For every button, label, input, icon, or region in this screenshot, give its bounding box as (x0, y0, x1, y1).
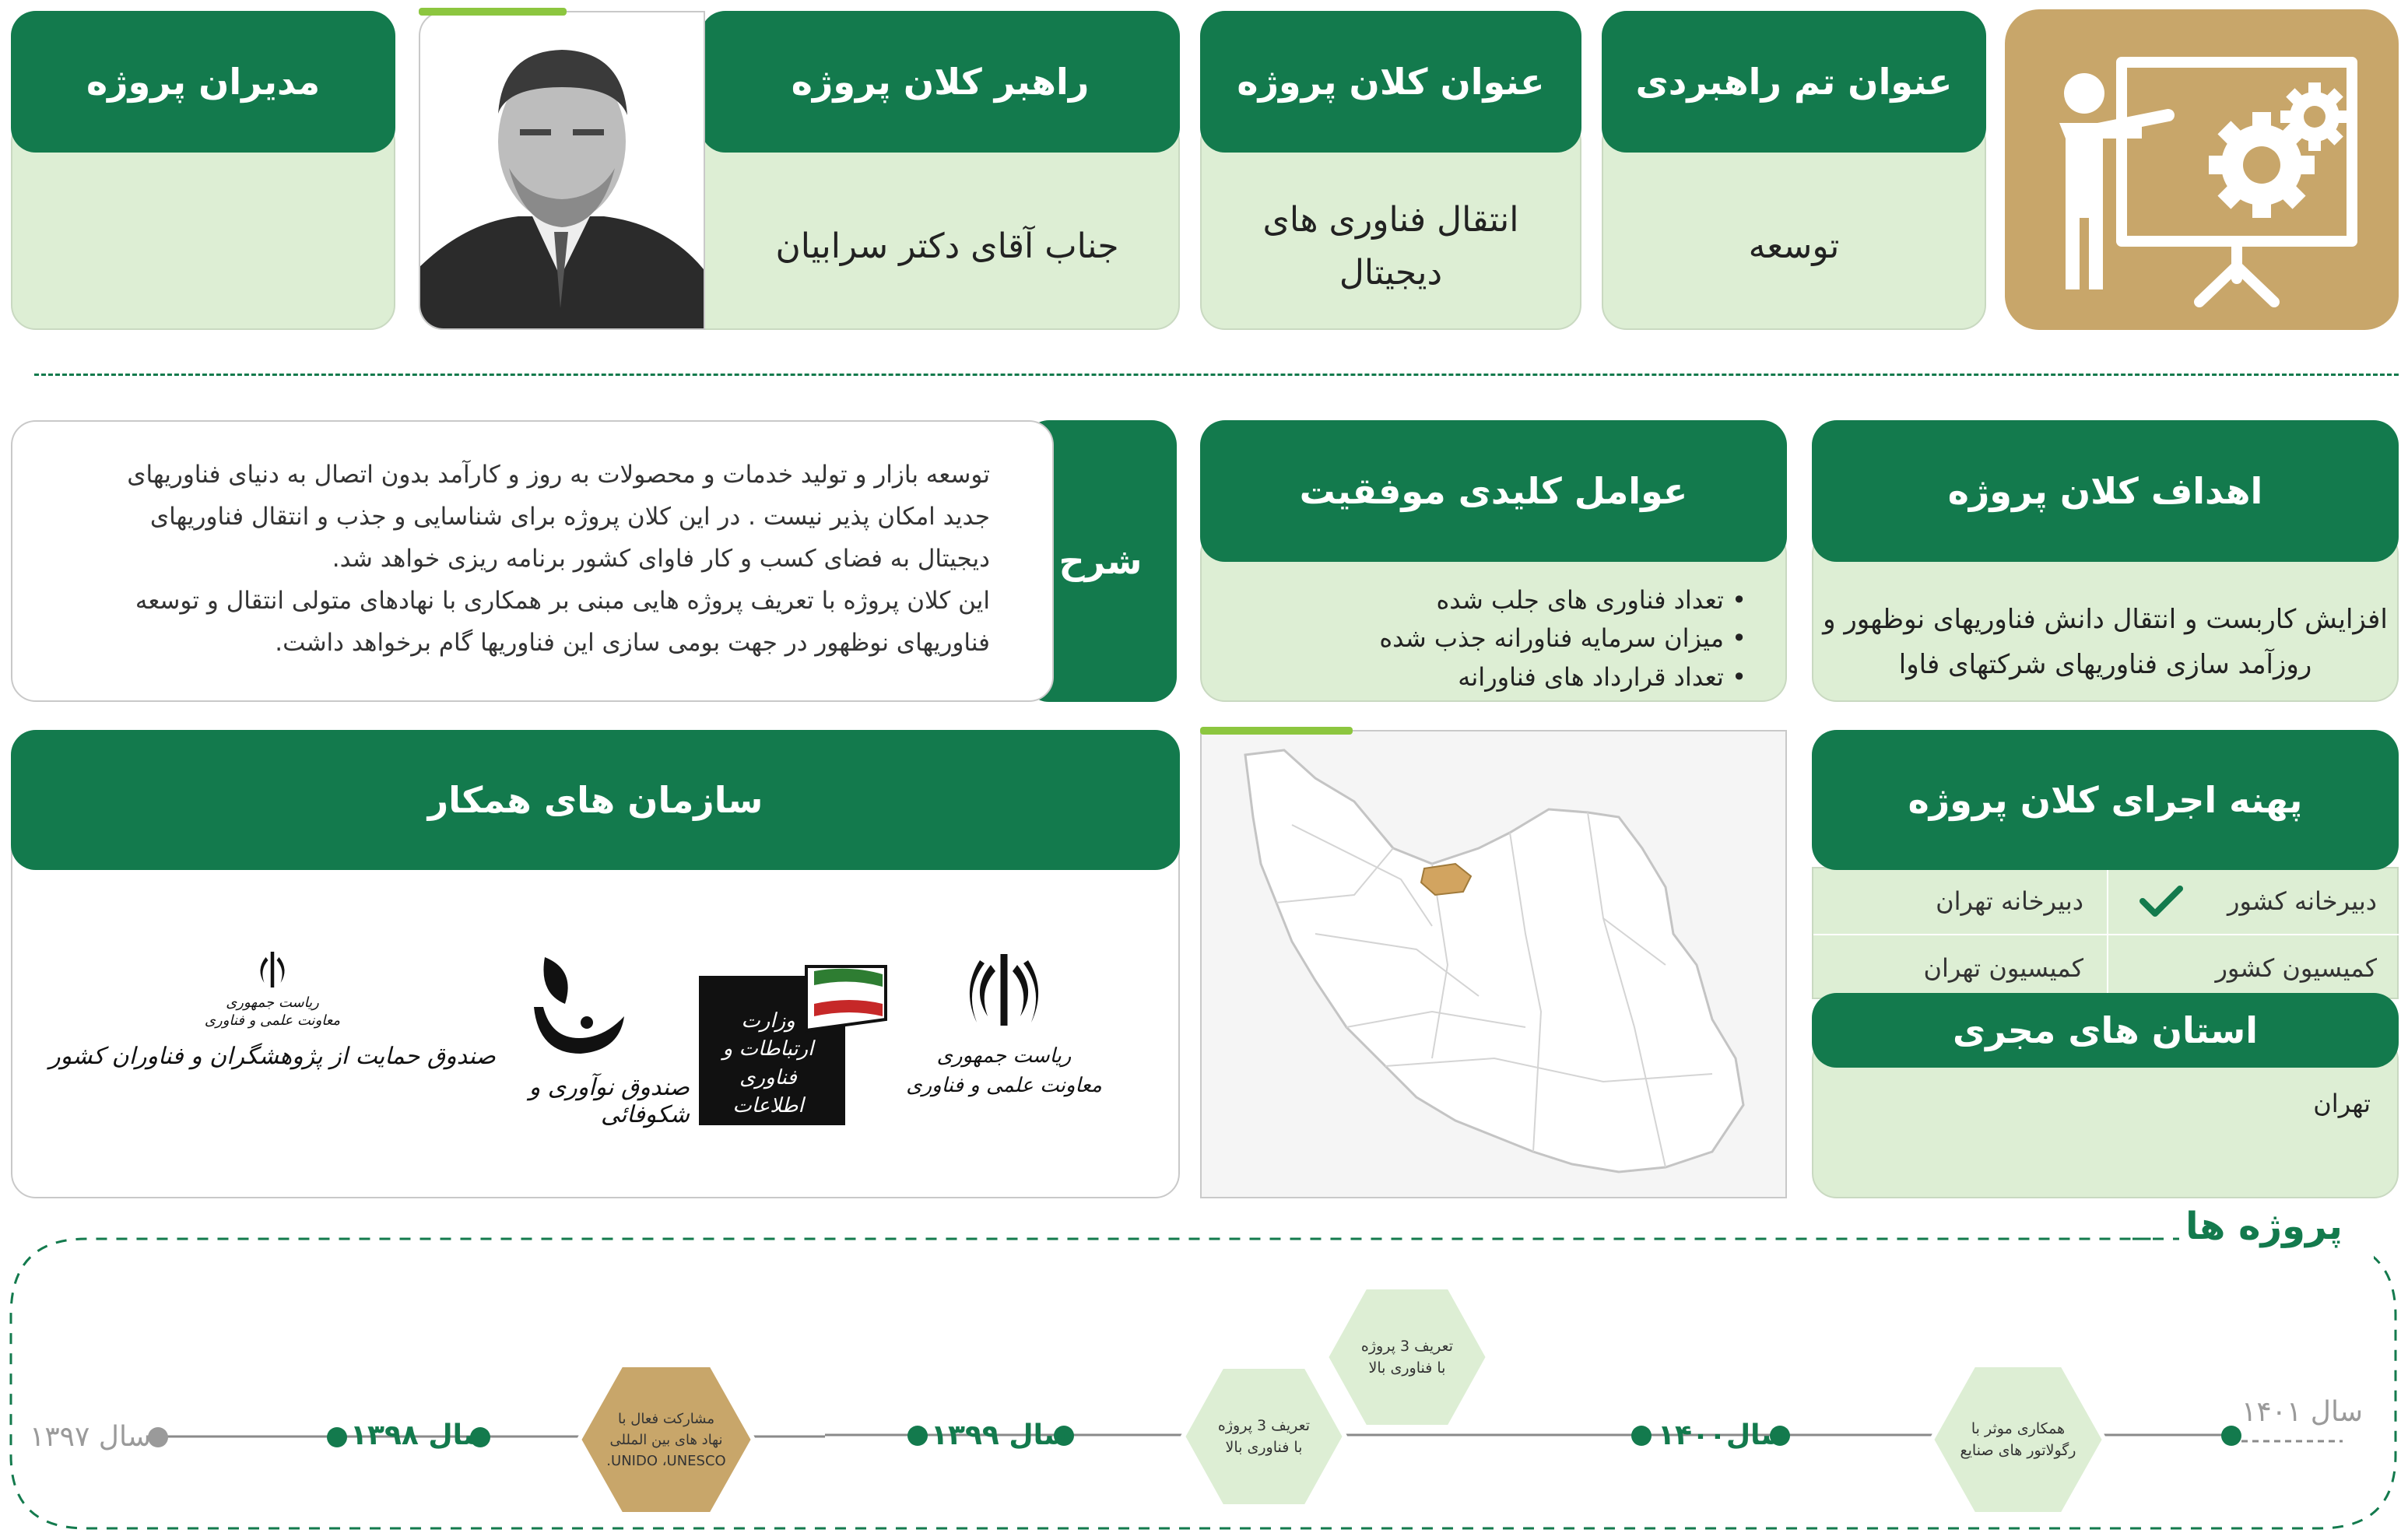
partner-logo-presidency: ریاست جمهوری معاونت علمی و فناوری (887, 949, 1121, 1144)
hex-1399-text: تعریف 3 پروژه با فناوری بالا (1217, 1416, 1311, 1456)
dot-1399-b (907, 1426, 928, 1446)
partners-title: سازمان های همکار (11, 730, 1180, 870)
description-line: توسعه بازار و تولید خدمات و محصولات به روز و کارآمد بدون اتصال به دنیای فناوریهای (127, 461, 990, 489)
goals-title: اهداف کلان پروژه (1812, 420, 2399, 562)
year-1400: سال۱۴۰۰ (1658, 1419, 1789, 1451)
partner-logo-innovation-fund: صندوق نوآوری و شکوفائی (456, 946, 690, 1141)
hex-1401-text: همکاری موثر با رگولاتور های صنایع (1960, 1419, 2076, 1459)
hex-1400-top-text: تعریف 3 پروژه با فناوری بالا (1360, 1337, 1454, 1377)
dot-1401 (2221, 1426, 2241, 1446)
hex-1398-text: مشارکت فعال با نهاد های بین المللی UNIDO ،UNESCO. (606, 1410, 726, 1469)
project-title-value-line2: دیجیتال (1339, 253, 1443, 293)
scope-grid (1812, 867, 2399, 999)
description-line: جدید امکان پذیر نیست . در این کلان پروژه برای شناسایی و جذب و انتقال فناوریهای (149, 502, 990, 531)
leader-photo (419, 11, 705, 330)
year-1401: سال ۱۴۰۱ (2241, 1396, 2364, 1428)
section-divider (34, 374, 2399, 376)
presenter-gear-icon (2005, 9, 2399, 330)
theme-value: توسعه (1748, 226, 1840, 266)
iran-emblem-icon (961, 949, 1047, 1030)
partner-logo-ict-ministry: وزارت ارتباطات و فناوری اطلاعات (697, 965, 887, 1128)
iran-emblem-small-icon (251, 949, 294, 990)
success-item: • میزان سرمایه فناورانه جذب شده (1379, 623, 1746, 654)
year-1398: سال ۱۳۹۸ (350, 1419, 491, 1451)
success-item: • تعداد قرارداد های فناورانه (1458, 661, 1746, 692)
theme-title: عنوان تم راهبردی (1602, 11, 1986, 153)
innovation-fund-icon (511, 946, 635, 1063)
description-line: این کلان پروژه با تعریف پروژه هایی مبنی بر همکاری با نهادهای متولی انتقال و توسعه (135, 586, 990, 615)
goals-line1: افزایش کاربست و انتقال دانش فناوریهای نوظهور و (1823, 604, 2388, 636)
year-1397: سال ۱۳۹۷ (30, 1421, 152, 1453)
project-title-value-line1: انتقال فناوری های (1262, 199, 1519, 240)
leader-label: راهبر کلان پروژه (700, 11, 1180, 153)
check-icon (2139, 884, 2183, 918)
scope-cell-national-commission[interactable]: کمیسیون کشور (2215, 953, 2377, 983)
dot-1400-b (1631, 1426, 1652, 1446)
map-accent-bar (1200, 727, 1353, 735)
goals-line2: روزآمد سازی فناوریهای شرکتهای فاوا (1898, 649, 2312, 680)
success-item: • تعداد فناوری های جلب شده (1436, 584, 1746, 615)
leader-value: جناب آقای دکتر سرابیان (775, 226, 1119, 266)
scope-cell-tehran-secretariat[interactable]: دبیرخانه تهران (1936, 886, 2083, 916)
managers-label: مدیران پروژه (11, 11, 395, 153)
success-title: عوامل کلیدی موفقیت (1200, 420, 1787, 562)
iran-map-panel (1200, 730, 1787, 1198)
description-line: دیجیتال به فضای کسب و کار فاوای کشور برنامه ریزی خواهد شد. (332, 544, 990, 573)
description-line: فناوریهای نوظهور در جهت بومی سازی این فناوریها گام برخواهد داشت. (275, 628, 990, 657)
provinces-title: استان های مجری (1812, 993, 2399, 1068)
year-1399: سال ۱۳۹۹ (931, 1419, 1072, 1451)
scope-cell-tehran-commission[interactable]: کمیسیون تهران (1923, 953, 2083, 983)
iran-map-icon (1199, 731, 1785, 1200)
presentation-icon-tile (2005, 9, 2399, 330)
dot-1398-b (327, 1427, 347, 1447)
partner-logo-research-fund: ریاست جمهوری معاونت علمی و فناوری صندوق حمایت از پژوهشگران و فناوران کشور (117, 949, 428, 1144)
projects-title: پروژه ها (2185, 1205, 2343, 1248)
scope-title: پهنه اجرای کلان پروژه (1812, 730, 2399, 870)
description-title: شرح (1024, 420, 1177, 702)
project-title-label: عنوان کلان پروژه (1200, 11, 1581, 153)
provinces-value: تهران (2313, 1089, 2371, 1118)
leader-portrait-icon (419, 12, 704, 330)
description-box (11, 420, 1054, 702)
scope-cell-national-secretariat[interactable]: دبیرخانه کشور (2108, 868, 2400, 934)
photo-accent-bar (419, 8, 567, 16)
